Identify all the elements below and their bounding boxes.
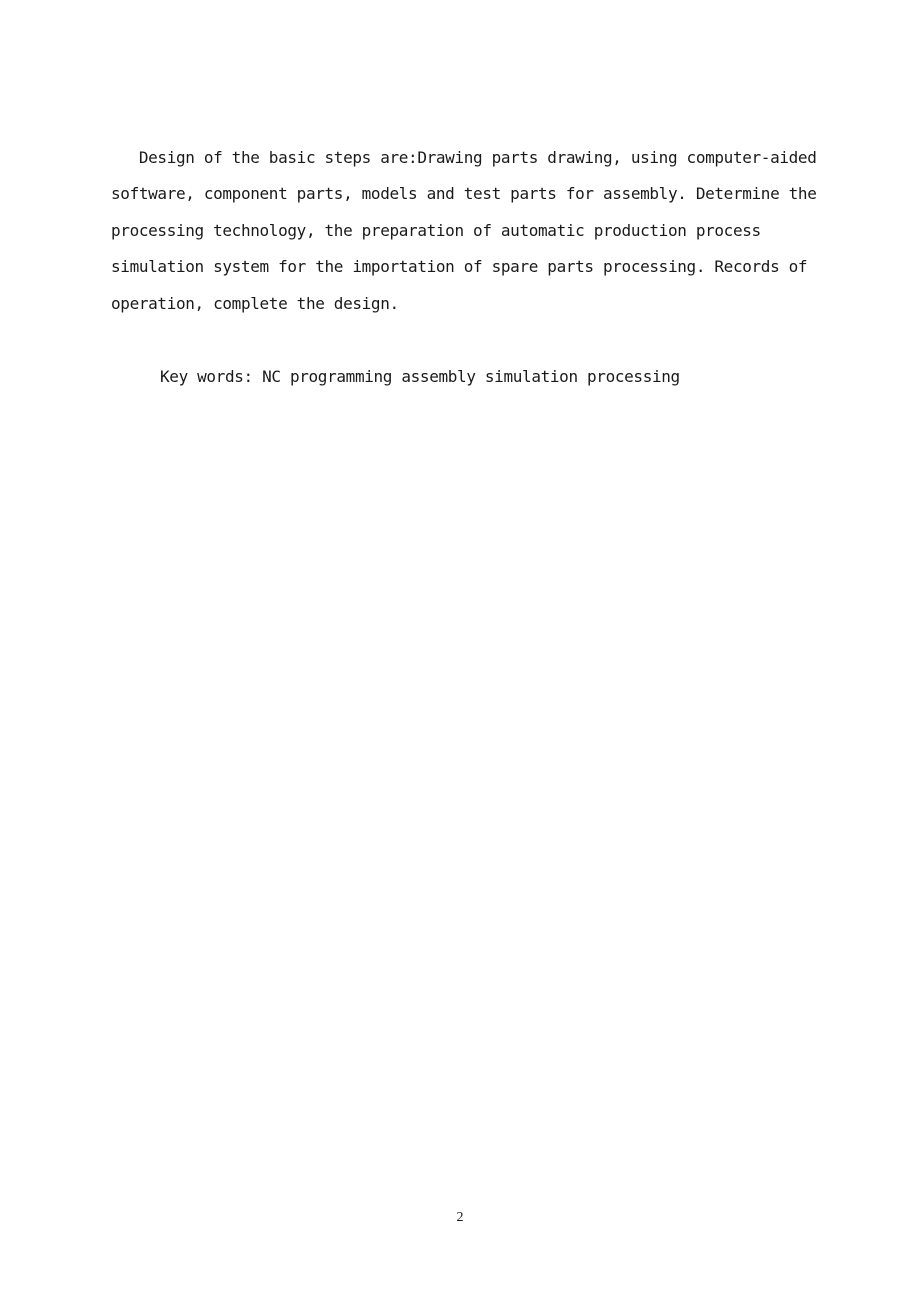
abstract-line: Design of the basic steps are:Drawing parts drawing, using computer-aided (111, 148, 817, 167)
page-number: 2 (456, 1210, 464, 1225)
abstract-line: simulation system for the importation of spare parts processing. Records of (111, 257, 808, 276)
keywords-line: Key words: NC programming assembly simulation processing (160, 367, 680, 386)
abstract-line: operation, complete the design. (111, 294, 399, 313)
abstract-line: processing technology, the preparation of automatic production process (111, 221, 761, 240)
abstract-line: software, component parts, models and test parts for assembly. Determine the (111, 184, 817, 203)
